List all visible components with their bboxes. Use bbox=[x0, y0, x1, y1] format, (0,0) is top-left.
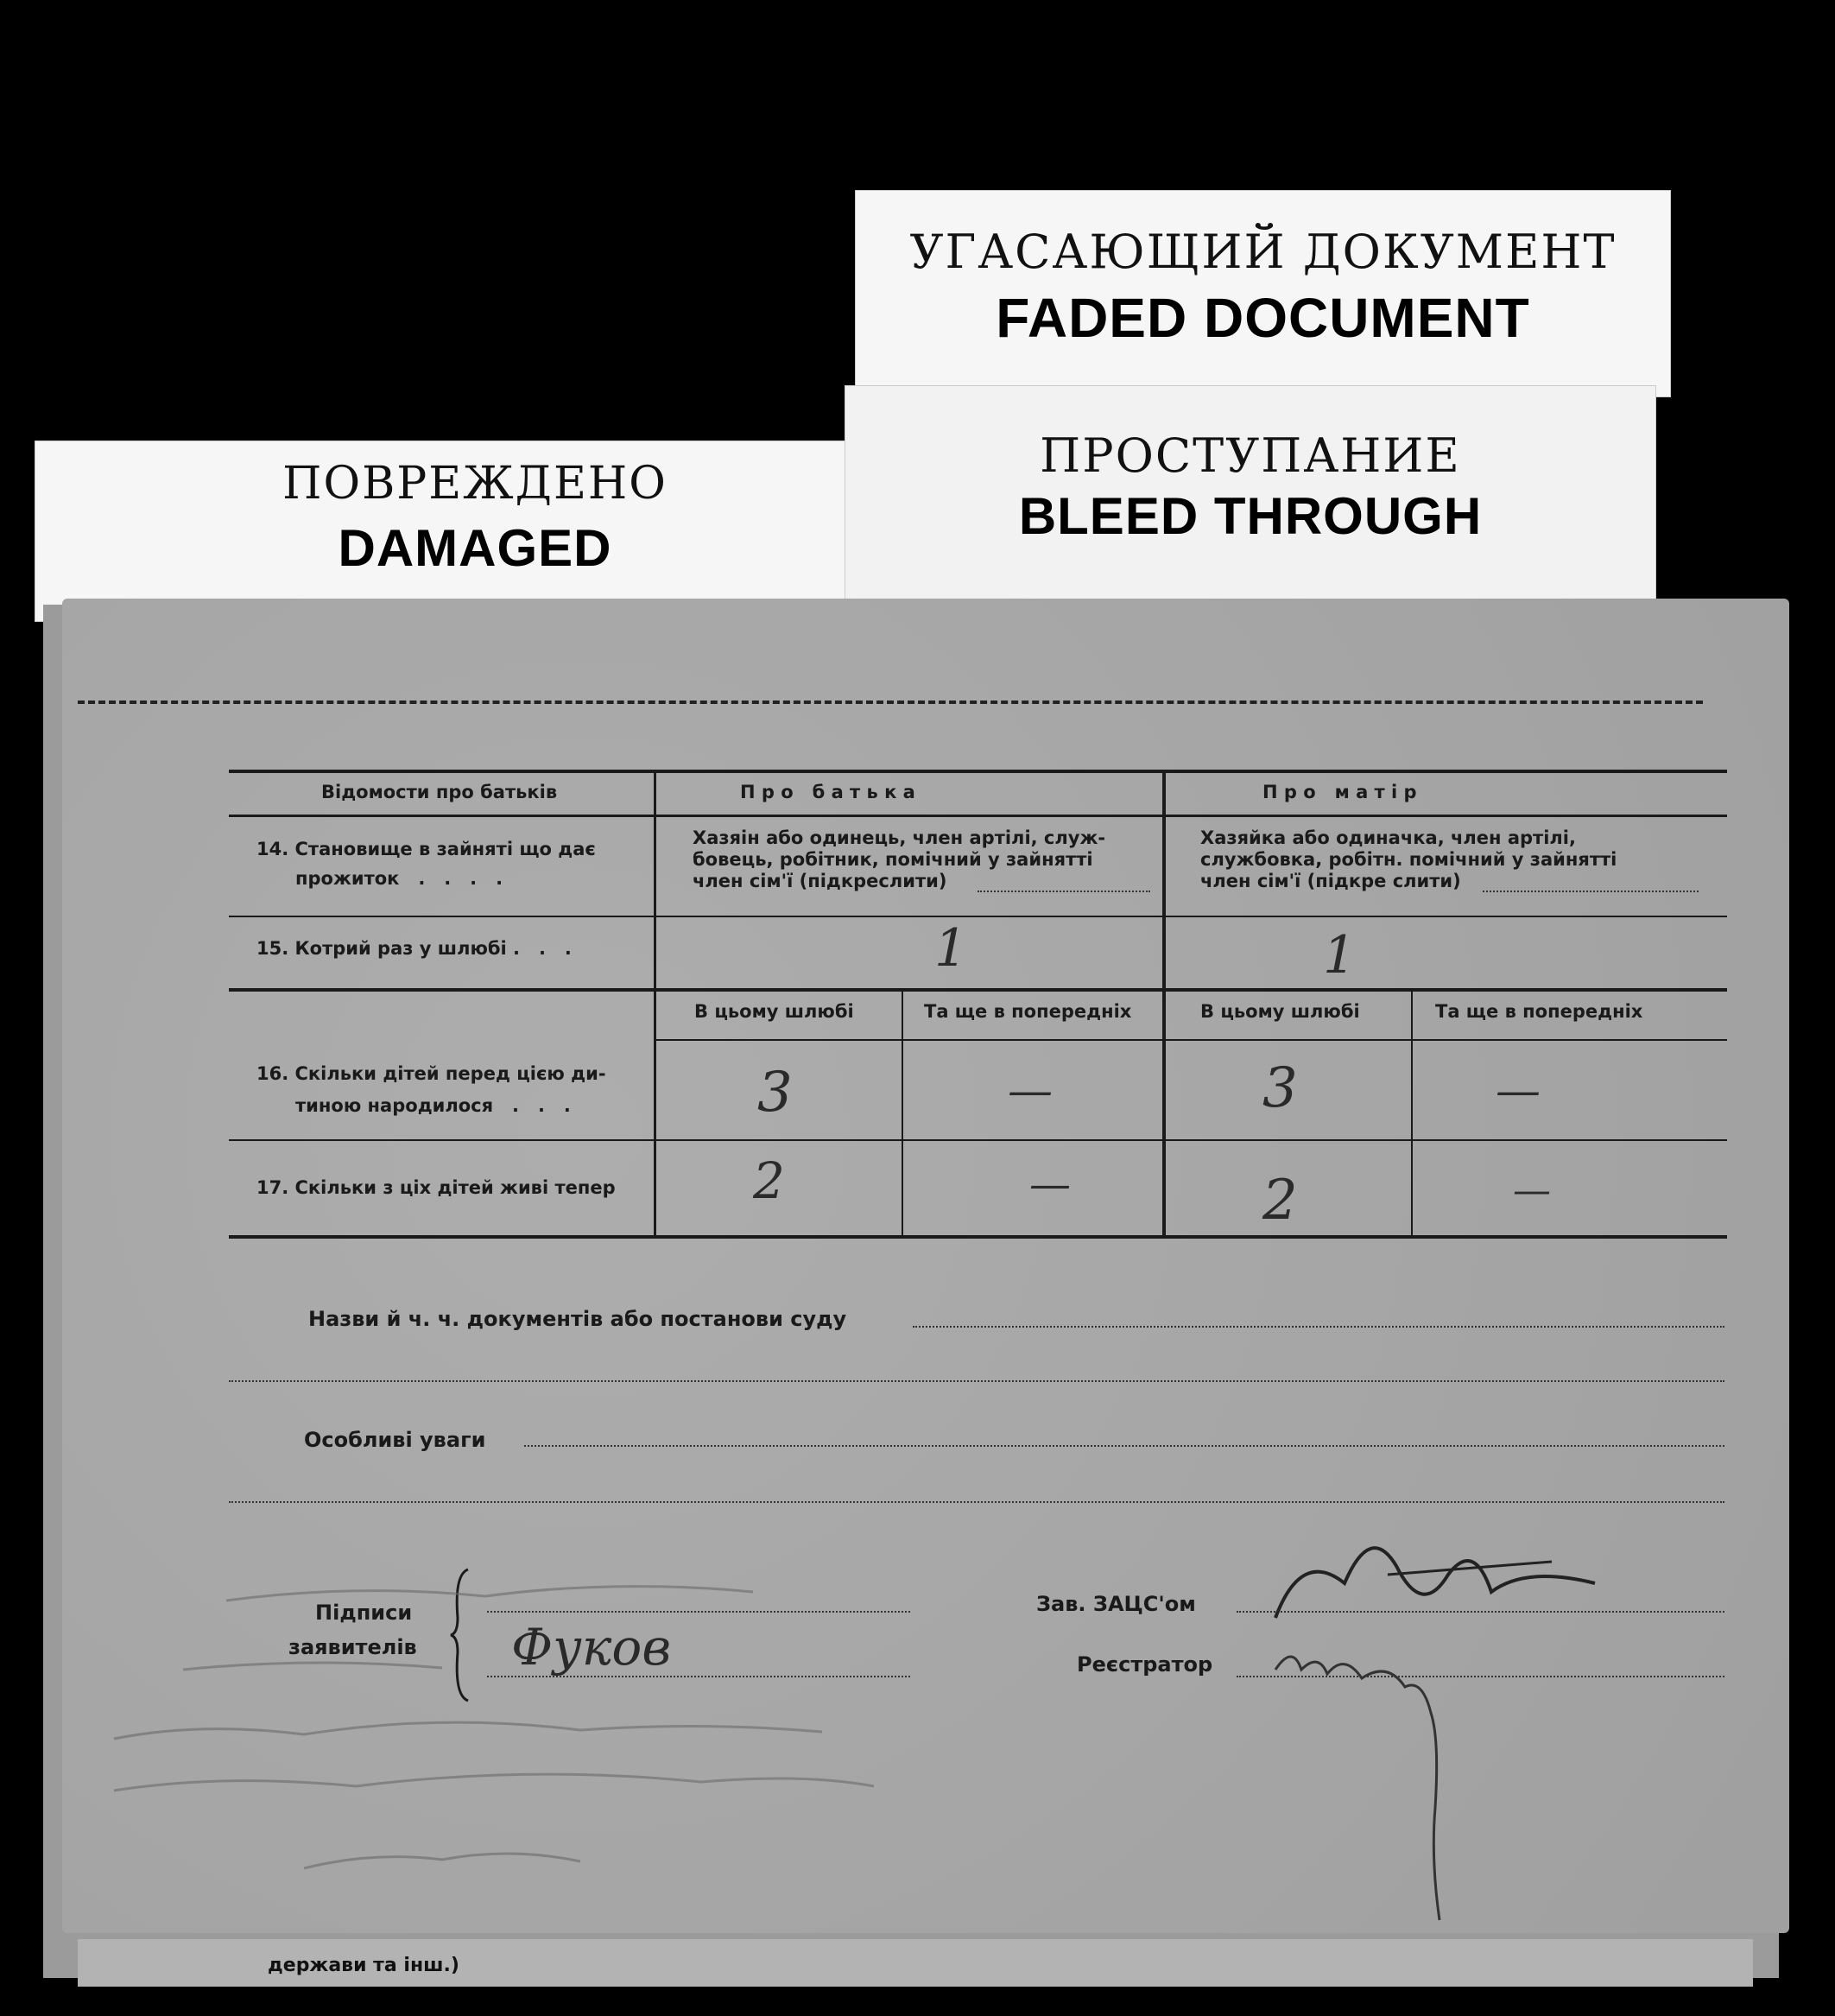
header-col1: Відомости про батьків bbox=[321, 782, 558, 802]
row14-mother-3: член сім'ї (підкре слити) bbox=[1200, 871, 1461, 891]
documents-line-1 bbox=[913, 1326, 1724, 1328]
col-divider-father bbox=[902, 988, 903, 1236]
documents-label: Назви й ч. ч. документів або постанови суду bbox=[308, 1307, 847, 1331]
row14-mother-1: Хазяйка або одиначка, член артілі, bbox=[1200, 827, 1576, 848]
row15-mother-value: 1 bbox=[1323, 925, 1357, 986]
faded-tag-ru: УГАСАЮЩИЙ ДОКУМЕНТ bbox=[909, 225, 1617, 279]
signatures-label-2: заявителів bbox=[288, 1635, 417, 1659]
head-label: Зав. ЗАЦС'ом bbox=[1036, 1592, 1196, 1616]
col-divider-2 bbox=[1162, 770, 1166, 1236]
row16-father-prev: — bbox=[1008, 1065, 1053, 1117]
row15-rule bbox=[229, 988, 1727, 992]
registrar-label: Реєстратор bbox=[1077, 1652, 1213, 1677]
row14-father-3: член сім'ї (підкреслити) bbox=[693, 871, 947, 891]
sub-father-this: В цьому шлюбі bbox=[694, 1001, 854, 1022]
table-bottom-rule bbox=[229, 1235, 1727, 1239]
damaged-tag-en: DAMAGED bbox=[338, 519, 612, 577]
row15-father-value: 1 bbox=[934, 918, 968, 979]
col-divider-1 bbox=[654, 770, 656, 1236]
damaged-tag bbox=[35, 441, 846, 622]
documents-line-2 bbox=[229, 1380, 1724, 1382]
row17-mother-prev: — bbox=[1513, 1169, 1551, 1213]
table-top-rule bbox=[229, 770, 1727, 773]
subheader-rule bbox=[656, 1039, 1727, 1041]
remarks-line-1 bbox=[524, 1445, 1724, 1447]
row14-father-1: Хазяін або одинець, член артілі, служ- bbox=[693, 827, 1106, 848]
bleed-tag-en: BLEED THROUGH bbox=[1018, 487, 1483, 545]
bottom-strip bbox=[78, 1939, 1753, 1987]
row17-father-prev: — bbox=[1029, 1160, 1071, 1208]
row15-label: 15. Котрий раз у шлюбі . . . bbox=[256, 938, 572, 959]
signatures-label-1: Підписи bbox=[315, 1601, 413, 1625]
sub-mother-this: В цьому шлюбі bbox=[1200, 1001, 1360, 1022]
row17-label: 17. Скільки з ціх дітей живі тепер bbox=[256, 1177, 616, 1198]
row16-mother-this: 3 bbox=[1262, 1056, 1298, 1120]
col-divider-mother bbox=[1411, 988, 1413, 1236]
applicant-signature: Фуков bbox=[511, 1618, 672, 1677]
row16-label-2: тиною народилося . . . bbox=[295, 1095, 571, 1116]
row17-father-this: 2 bbox=[753, 1151, 785, 1210]
row14-label-2: прожиток . . . . bbox=[295, 868, 503, 889]
row16-rule bbox=[229, 1139, 1727, 1141]
bleed-through-traces bbox=[97, 1506, 1219, 1903]
row17-mother-this: 2 bbox=[1262, 1169, 1298, 1233]
faded-tag-en: FADED DOCUMENT bbox=[996, 287, 1530, 349]
row14-father-2: бовець, робітник, помічний у зайнятті bbox=[693, 849, 1093, 870]
row14-mother-2: службовка, робітн. помічний у зайнятті bbox=[1200, 849, 1617, 870]
registration-form bbox=[62, 599, 1789, 1933]
tear-line bbox=[78, 701, 1703, 704]
header-rule bbox=[229, 815, 1727, 817]
row14-mother-dots bbox=[1483, 891, 1699, 892]
remarks-label: Особливі уваги bbox=[304, 1428, 486, 1452]
bottom-strip-text: держави та інш.) bbox=[268, 1955, 459, 1976]
faded-document-tag bbox=[855, 190, 1671, 397]
row14-label-1: 14. Становище в зайняті що дає bbox=[256, 839, 596, 859]
head-signature-icon bbox=[1267, 1514, 1612, 1644]
registrar-signature-icon bbox=[1267, 1635, 1526, 1929]
bleed-through-tag bbox=[845, 385, 1656, 601]
row14-rule bbox=[229, 916, 1727, 917]
row16-mother-prev: — bbox=[1496, 1065, 1541, 1117]
sub-father-prev: Та ще в попередніх bbox=[924, 1001, 1132, 1022]
header-father: П р о б а т ь к а bbox=[740, 782, 915, 802]
row14-father-dots bbox=[978, 891, 1150, 892]
header-mother: П р о м а т і р bbox=[1262, 782, 1417, 802]
sub-mother-prev: Та ще в попередніх bbox=[1435, 1001, 1643, 1022]
bleed-tag-ru: ПРОСТУПАНИЕ bbox=[1040, 428, 1461, 483]
row16-label-1: 16. Скільки дітей перед цією ди- bbox=[256, 1063, 606, 1084]
row16-father-this: 3 bbox=[757, 1061, 793, 1125]
damaged-tag-ru: ПОВРЕЖДЕНО bbox=[282, 458, 668, 510]
remarks-line-2 bbox=[229, 1501, 1724, 1503]
